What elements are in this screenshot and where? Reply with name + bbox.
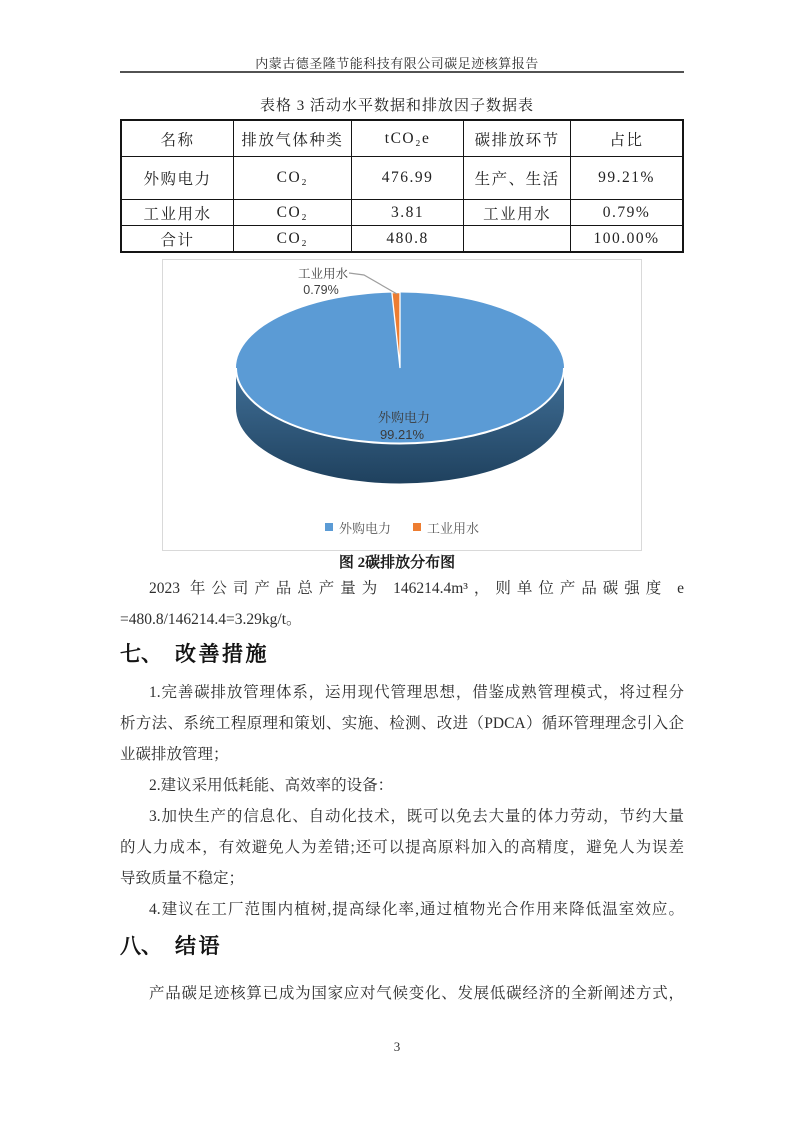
table-row [121,200,683,226]
pie-chart [163,260,641,518]
section-number: 八、 [120,934,162,958]
table-header-cell: 占比 [571,120,683,157]
pie-data-value: 99.21% [379,427,425,442]
paragraph-line: =480.8/146214.4=3.29kg/t。 [120,611,302,628]
pie-data-label: 外购电力 [377,410,431,425]
legend-label: 工业用水 [427,520,480,536]
figure-number: 图 2 [338,555,366,571]
section-title: 改善措施 [175,642,269,666]
table-cell: 99.21% [571,157,683,200]
table-cell: 外购电力 [121,157,233,200]
table-cell: 合计 [121,226,233,253]
header-divider-rule [120,71,684,73]
chart-legend [163,519,641,535]
paragraph-line: 2.建议采用低耗能、高效率的设备： [149,777,394,794]
table-cell: 工业用水 [464,200,571,226]
paragraph-line: 产品碳足迹核算已成为国家应对气候变化、发展低碳经济的全新阐述方式， [149,985,684,1002]
figure-caption [0,551,794,572]
pie-chart-frame [162,259,642,551]
legend-swatch-icon [413,523,421,531]
section-number: 七、 [120,642,162,666]
page-number: 3 [393,1039,401,1054]
paragraph-line: 业碳排放管理； [120,746,229,763]
table-header-cell: 名称 [121,120,233,157]
paragraph-line: 1.完善碳排放管理体系，运用现代管理思想，借鉴成熟管理模式，将过程分 [149,684,684,701]
table-header-cell: tCO₂e [351,120,463,157]
paragraph-line: 的人力成本，有效避免人为差错;还可以提高原料加入的高精度，避免人为误差 [120,839,684,856]
paragraph-line: 析方法、系统工程原理和策划、实施、检测、改进（PDCA）循环管理理念引入企 [120,715,684,732]
table-cell [464,226,571,253]
table-header-row [121,120,683,157]
paragraph-line: 导致质量不稳定； [120,870,245,887]
table-cell: CO₂ [233,157,351,200]
paragraph-line: 3.加快生产的信息化、自动化技术，既可以免去大量的体力劳动，节约大量 [149,808,684,825]
table-caption: 表格 3 活动水平数据和排放因子数据表 [259,98,534,114]
legend-item [413,518,479,537]
table-cell: 0.79% [571,200,683,226]
table-cell: 480.8 [351,226,463,253]
section-heading-conclusion [120,931,684,962]
legend-swatch-icon [325,523,333,531]
table-cell: 生产、生活 [464,157,571,200]
section-heading-improvements [120,639,684,670]
figure-title: 碳排放分布图 [365,555,456,571]
paragraph-line: 4.建议在工厂范围内植树,提高绿化率,通过植物光合作用来降低温室效应。 [149,901,684,918]
table-total-row [121,226,683,253]
table-header-cell: 排放气体种类 [233,120,351,157]
table-row [121,157,683,200]
table-cell: 476.99 [351,157,463,200]
table-header-cell: 碳排放环节 [464,120,571,157]
table-cell: 100.00% [571,226,683,253]
legend-item [325,518,391,537]
table-cell: 工业用水 [121,200,233,226]
legend-label: 外购电力 [338,520,391,536]
table-cell: CO₂ [233,226,351,253]
table-cell: 3.81 [351,200,463,226]
running-header-title: 内蒙古德圣隆节能科技有限公司碳足迹核算报告 [255,56,539,71]
callout-label: 工业用水 [297,267,349,281]
table-cell: CO₂ [233,200,351,226]
document-body [120,573,684,1009]
emission-data-table [120,119,684,253]
callout-value: 0.79% [303,283,339,297]
callout-leader-line [349,273,397,294]
section-title: 结语 [175,934,222,958]
paragraph-line: 2023 年公司产品总产量为 146214.4m³，则单位产品碳强度 e [149,580,684,597]
